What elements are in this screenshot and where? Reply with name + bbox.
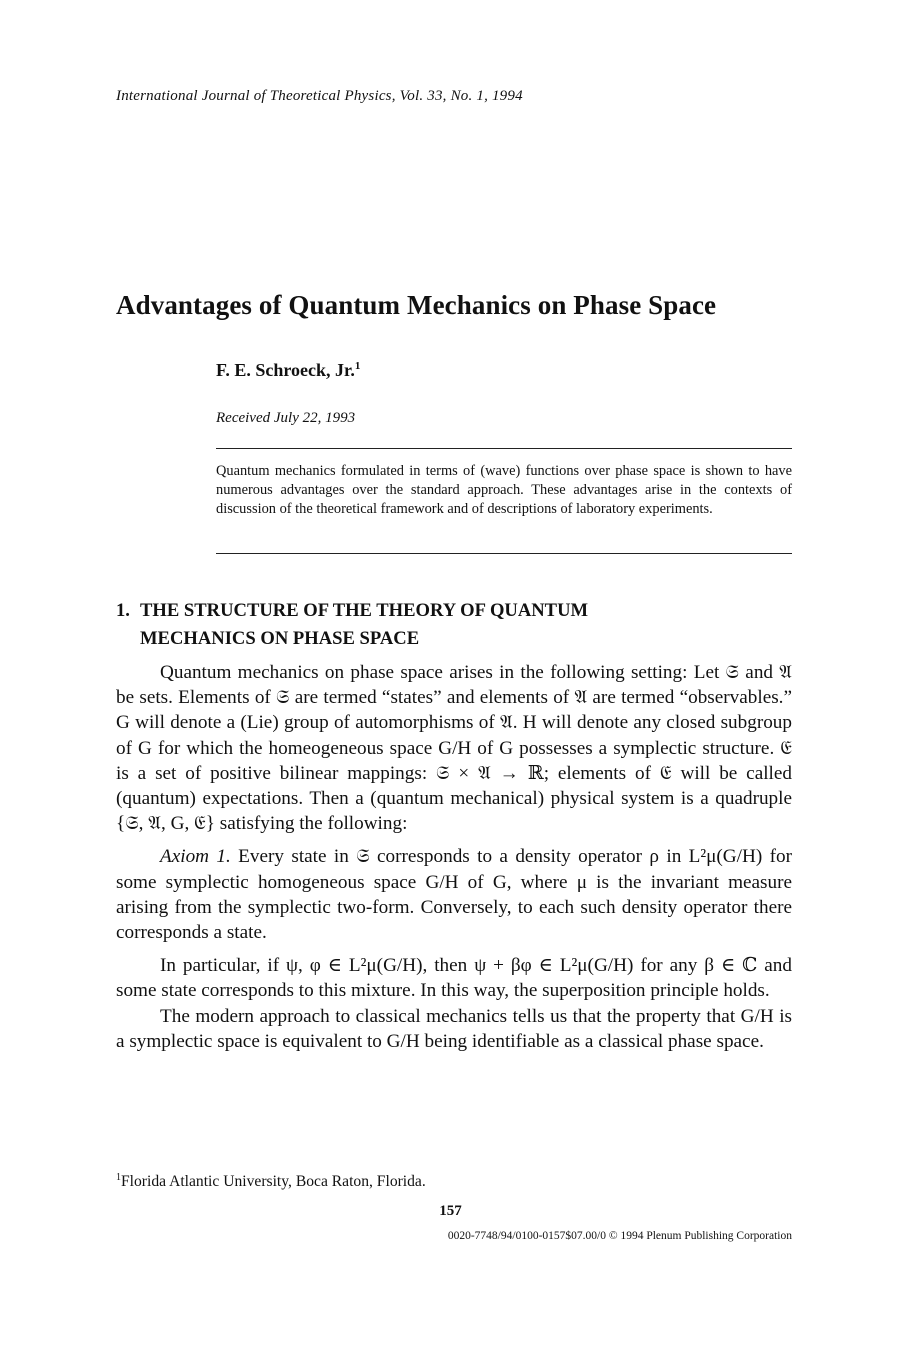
axiom-text: Every state in 𝔖 corresponds to a density operator ρ in L²μ(G/H) for some symplectic homogeneous space G/H of G, where μ is the invariant measure arising from the symplectic two-form. Conversely, to each such density operator there corresponds a state. xyxy=(116,846,792,944)
paragraph-axiom xyxy=(116,844,792,945)
paragraph-superposition: In particular, if ψ, φ ∈ L²μ(G/H), then ψ + βφ ∈ L²μ(G/H) for any β ∈ ℂ and some state corresponds to this mixture. In this way, the superposition principle holds. xyxy=(116,955,792,1002)
abstract: Quantum mechanics formulated in terms of (wave) functions over phase space is shown to have numerous advantages over the standard approach. These advantages arise in the contexts of discussion of the theoretical framework and of descriptions of laboratory experiments. xyxy=(216,463,792,517)
section-number: 1. xyxy=(116,600,130,621)
section-heading xyxy=(116,597,776,653)
body-text xyxy=(116,660,792,1054)
abstract-bottom-rule xyxy=(216,553,792,554)
section-title-line2: MECHANICS ON PHASE SPACE xyxy=(140,628,420,649)
paragraph-classical: The modern approach to classical mechanics tells us that the property that G/H is a symplectic space is equivalent to G/H being identifiable as a classical phase space. xyxy=(116,1005,792,1052)
footnote-text: Florida Atlantic University, Boca Raton, Florida. xyxy=(121,1173,426,1191)
author-footnote-mark: 1 xyxy=(354,360,361,372)
received-date: Received July 22, 1993 xyxy=(216,410,356,426)
page-number: 157 xyxy=(439,1203,462,1219)
paragraph-setting: Quantum mechanics on phase space arises in the following setting: Let 𝔖 and 𝔄 be sets. Elements of 𝔖 are termed “states” and elements of 𝔄 are termed “observables.” G will denote a (Lie) group of automorphisms of 𝔄. H will denote any closed subgroup of G for which the homeogeneous space G/H of G possesses a symplectic structure. 𝔈 is a set of positive bilinear mappings: 𝔖 × 𝔄 → ℝ; elements of 𝔈 will be called (quantum) expectations. Then a (quantum mechanical) physical system is a quadruple {𝔖, 𝔄, G, 𝔈} satisfying the following: xyxy=(116,662,792,835)
axiom-label: Axiom 1. xyxy=(160,846,231,868)
author-name: F. E. Schroeck, Jr. xyxy=(216,360,355,380)
section-title-line1: THE STRUCTURE OF THE THEORY OF QUANTUM xyxy=(140,600,589,621)
abstract-top-rule xyxy=(216,448,792,449)
paper-title: Advantages of Quantum Mechanics on Phase Space xyxy=(116,290,717,320)
copyright-line: 0020-7748/94/0100-0157$07.00/0 © 1994 Plenum Publishing Corporation xyxy=(447,1230,792,1242)
footnote-mark: 1 xyxy=(116,1172,121,1183)
author-line xyxy=(216,360,360,381)
journal-header: International Journal of Theoretical Physics, Vol. 33, No. 1, 1994 xyxy=(116,88,523,104)
footnote xyxy=(116,1172,426,1191)
